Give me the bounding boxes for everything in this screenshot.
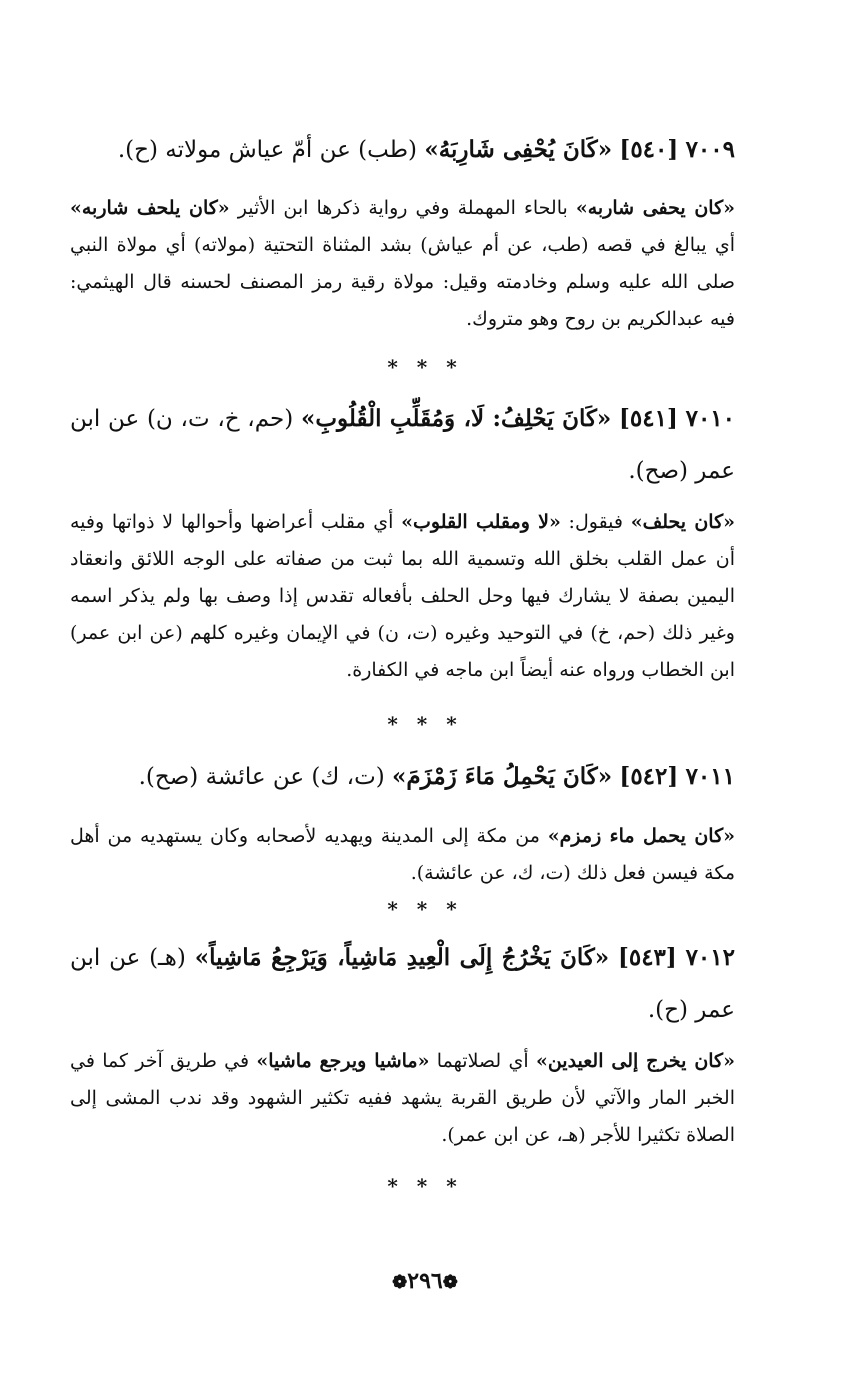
- hadith-entry-7012: [70, 932, 735, 1036]
- commentary-text: من مكة إلى المدينة ويهديه لأصحابه وكان يستهديه من أهل مكة فيسن فعل ذلك (ت، ك، عن عائشة).: [70, 825, 735, 884]
- commentary-7012: [70, 1043, 735, 1154]
- hadith-entry-7009: [70, 124, 735, 176]
- commentary-text: أي لصلاتهما: [429, 1050, 536, 1072]
- commentary-quote: «كان يلحف شاربه»: [70, 197, 230, 219]
- ornament-icon: ❁: [442, 1272, 458, 1293]
- commentary-lead: «كان يحمل ماء زمزم»: [547, 825, 736, 847]
- hadith-number: ٧٠٠٩: [685, 136, 735, 163]
- commentary-lead: «كان يخرج إلى العيدين»: [535, 1050, 735, 1072]
- hadith-source: (هـ) عن ابن عمر (ح).: [70, 945, 735, 1023]
- commentary-lead: «كان يحلف»: [630, 511, 735, 533]
- hadith-bracket-number: [٥٤٢]: [619, 763, 679, 790]
- commentary-7009: [70, 190, 735, 338]
- hadith-bracket-number: [٥٤٠]: [619, 136, 679, 163]
- commentary-7010: [70, 504, 735, 689]
- hadith-number: ٧٠١٢: [685, 944, 735, 971]
- hadith-text: «كَانَ يُحْفِى شَارِبَهُ»: [424, 136, 613, 163]
- hadith-number: ٧٠١١: [685, 763, 735, 790]
- hadith-text: «كَانَ يَحْلِفُ: لَا، وَمُقَلِّبِ الْقُلُوبِ»: [300, 405, 612, 432]
- hadith-text: «كَانَ يَخْرُجُ إِلَى الْعِيدِ مَاشِياً، وَيَرْجِعُ مَاشِياً»: [194, 944, 610, 971]
- hadith-entry-7010: [70, 393, 735, 497]
- commentary-quote: «ماشيا ويرجع ماشيا»: [256, 1050, 430, 1072]
- hadith-bracket-number: [٥٤١]: [619, 405, 678, 432]
- hadith-entry-7011: [70, 751, 735, 803]
- commentary-quote: «لا ومقلب القلوب»: [401, 511, 561, 533]
- ornament-icon: ❁: [392, 1272, 408, 1293]
- commentary-text: فيقول:: [560, 511, 631, 533]
- commentary-7011: [70, 818, 735, 892]
- section-separator: * * *: [387, 355, 463, 379]
- hadith-source: (حم، خ، ت، ن) عن ابن عمر (صح).: [70, 406, 735, 484]
- section-separator: * * *: [387, 1174, 463, 1198]
- hadith-bracket-number: [٥٤٣]: [617, 944, 677, 971]
- page-number: [0, 1268, 850, 1294]
- page-number-value: ٢٩٦: [407, 1268, 443, 1294]
- commentary-text: أي يبالغ في قصه (طب، عن أم عياش) بشد المثناة التحتية (مولاته) أي مولاة النبي صلى الله عليه وسلم وخادمته وقيل: مولاة رقية رمز المصنف لحسنه قال الهيثمي: فيه عبدالكريم بن روح وهو متروك.: [70, 234, 735, 330]
- commentary-lead: «كان يحفى شاربه»: [575, 197, 735, 219]
- hadith-source: (طب) عن أمّ عياش مولاته (ح).: [117, 137, 417, 163]
- section-separator: * * *: [387, 897, 463, 921]
- commentary-text: بالحاء المهملة وفي رواية ذكرها ابن الأثير: [229, 197, 576, 219]
- commentary-text: في طريق آخر كما في الخبر المار والآتي لأن طريق القربة يشهد ففيه تكثير الشهود وقد ندب المشى إلى الصلاة تكثيرا للأجر (هـ، عن ابن عمر).: [70, 1050, 735, 1146]
- hadith-number: ٧٠١٠: [685, 405, 736, 432]
- commentary-text: أي مقلب أعراضها وأحوالها لا ذواتها وفيه أن عمل القلب بخلق الله وتسمية الله بما ثبت من صفاته على الوجه اللائق وانعقاد اليمين بصفة لا يشارك فيها وحل الحلف بأفعاله تقدس إذا وصف بها ولم يذكر اسمه وغير ذلك (حم، خ) في التوحيد وغيره (ت، ن) في الإيمان وغيره كلهم (عن ابن عمر) ابن الخطاب ورواه عنه أيضاً ابن ماجه في الكفارة.: [70, 511, 735, 681]
- hadith-text: «كَانَ يَحْمِلُ مَاءَ زَمْزَمَ»: [392, 763, 613, 790]
- section-separator: * * *: [387, 712, 463, 736]
- hadith-source: (ت، ك) عن عائشة (صح).: [138, 764, 385, 790]
